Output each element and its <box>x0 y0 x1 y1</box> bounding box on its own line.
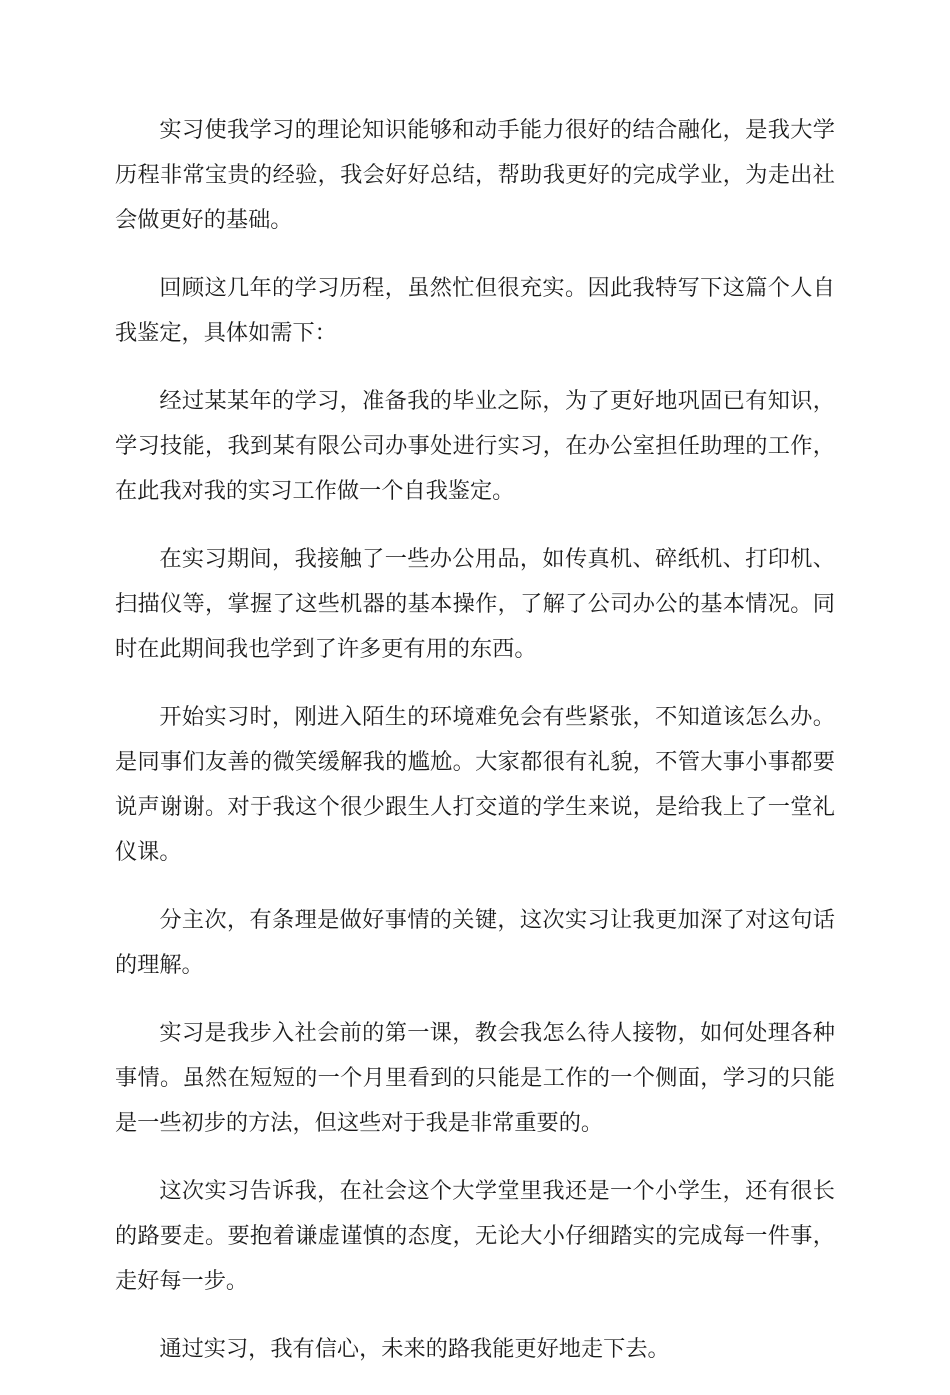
paragraph-3: 经过某某年的学习，准备我的毕业之际，为了更好地巩固已有知识，学习技能，我到某有限公司办事处进行实习，在办公室担任助理的工作，在此我对我的实习工作做一个自我鉴定。 <box>115 388 835 504</box>
paragraph-9: 通过实习，我有信心，未来的路我能更好地走下去。 <box>159 1336 670 1362</box>
document-body <box>115 108 835 1395</box>
paragraph-4: 在实习期间，我接触了一些办公用品，如传真机、碎纸机、打印机、扫描仪等，掌握了这些机器的基本操作，了解了公司办公的基本情况。同时在此期间我也学到了许多更有用的东西。 <box>115 546 835 662</box>
paragraph-8: 这次实习告诉我，在社会这个大学堂里我还是一个小学生，还有很长的路要走。要抱着谦虚谨慎的态度，无论大小仔细踏实的完成每一件事，走好每一步。 <box>115 1178 835 1294</box>
paragraph-1: 实习使我学习的理论知识能够和动手能力很好的结合融化，是我大学历程非常宝贵的经验，我会好好总结，帮助我更好的完成学业，为走出社会做更好的基础。 <box>115 117 835 233</box>
paragraph-5: 开始实习时，刚进入陌生的环境难免会有些紧张，不知道该怎么办。是同事们友善的微笑缓解我的尴尬。大家都很有礼貌，不管大事小事都要说声谢谢。对于我这个很少跟生人打交道的学生来说，是给我上了一堂礼仪课。 <box>115 704 835 865</box>
paragraph-2: 回顾这几年的学习历程，虽然忙但很充实。因此我特写下这篇个人自我鉴定，具体如需下： <box>115 275 835 346</box>
paragraph-6: 分主次，有条理是做好事情的关键，这次实习让我更加深了对这句话的理解。 <box>115 907 835 978</box>
paragraph-7: 实习是我步入社会前的第一课，教会我怎么待人接物，如何处理各种事情。虽然在短短的一个月里看到的只能是工作的一个侧面，学习的只能是一些初步的方法，但这些对于我是非常重要的。 <box>115 1020 835 1136</box>
